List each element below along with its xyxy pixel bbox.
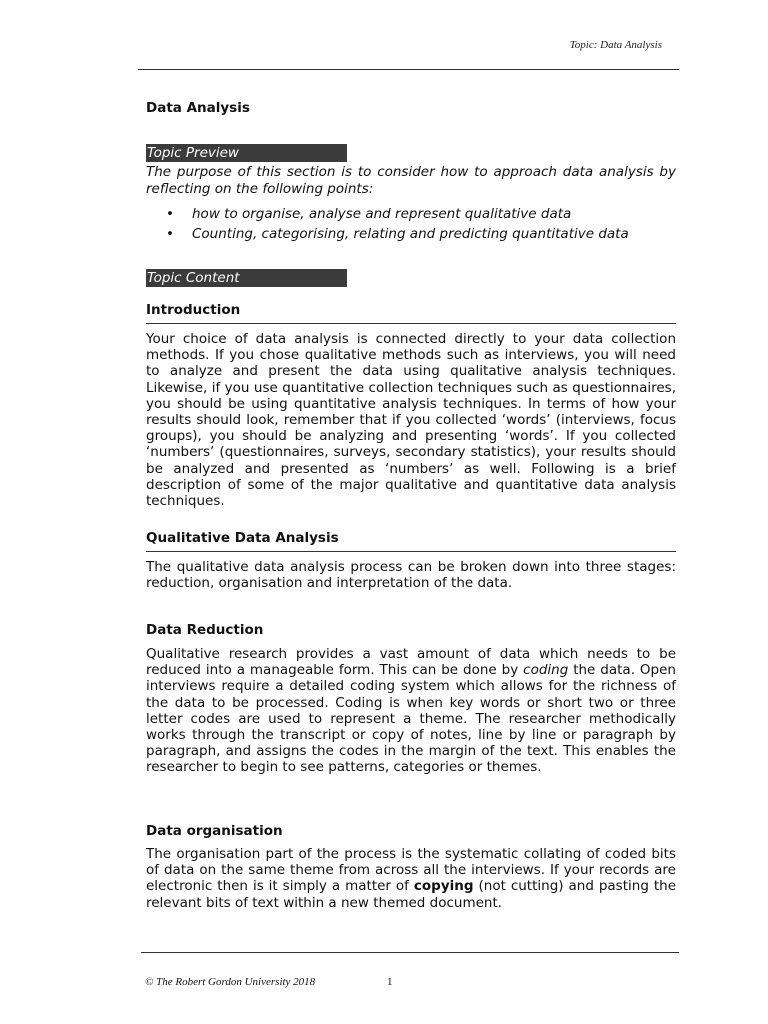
bullet-icon: • bbox=[166, 206, 174, 222]
document-title: Data Analysis bbox=[146, 100, 250, 116]
page-number: 1 bbox=[387, 976, 393, 988]
introduction-heading: Introduction bbox=[146, 301, 676, 324]
qualitative-paragraph: The qualitative data analysis process can be broken down into three stages: reduction, organisation and interpretation of the data. bbox=[146, 559, 676, 592]
footer-copyright: © The Robert Gordon University 2018 bbox=[145, 976, 316, 988]
topic-preview-text: The purpose of this section is to consider how to approach data analysis by reflecting on the following points: bbox=[146, 164, 676, 197]
bullet-icon: • bbox=[166, 226, 174, 242]
running-header: Topic: Data Analysis bbox=[569, 39, 662, 51]
topic-preview-bar: Topic Preview bbox=[146, 144, 347, 162]
data-organisation-paragraph: The organisation part of the process is the systematic collating of coded bits of data on the same theme from across all the interviews. If your records are electronic then is it simply a matter of copying (not cutting) and pasting the relevant bits of text within a new themed document. bbox=[146, 846, 676, 911]
bullet-text: Counting, categorising, relating and predicting quantitative data bbox=[192, 226, 629, 242]
list-item bbox=[146, 204, 676, 224]
introduction-paragraph: Your choice of data analysis is connected directly to your data collection methods. If you chose qualitative methods such as interviews, you will need to analyze and present the data using qualitative analysis techniques. Likewise, if you use quantitative collection techniques such as questionnaires, you should be using quantitative analysis techniques. In terms of how your results should look, remember that if you collected ‘words’ (interviews, focus groups), you should be analyzing and presenting ‘words’. If you collected ‘numbers’ (questionnaires, surveys, secondary statistics), your results should be analyzed and presented as ‘numbers’ as well. Following is a brief description of some of the major qualitative and quantitative data analysis techniques. bbox=[146, 331, 676, 510]
qualitative-heading: Qualitative Data Analysis bbox=[146, 529, 676, 552]
footer-rule bbox=[141, 952, 679, 953]
header-rule bbox=[138, 69, 679, 70]
data-organisation-heading: Data organisation bbox=[146, 823, 283, 839]
data-reduction-paragraph: Qualitative research provides a vast amount of data which needs to be reduced into a manageable form. This can be done by coding the data. Open interviews require a detailed coding system which allows for the richness of the data to be processed. Coding is when key words or short two or three letter codes are used to represent a theme. The researcher methodically works through the transcript or copy of notes, line by line or paragraph by paragraph, and assigns the codes in the margin of the text. This enables the researcher to begin to see patterns, categories or themes. bbox=[146, 646, 676, 776]
bullet-text: how to organise, analyse and represent qualitative data bbox=[192, 206, 572, 222]
topic-content-bar: Topic Content bbox=[146, 269, 347, 287]
preview-bullet-list bbox=[146, 204, 676, 244]
data-reduction-heading: Data Reduction bbox=[146, 622, 264, 638]
list-item bbox=[146, 224, 676, 244]
